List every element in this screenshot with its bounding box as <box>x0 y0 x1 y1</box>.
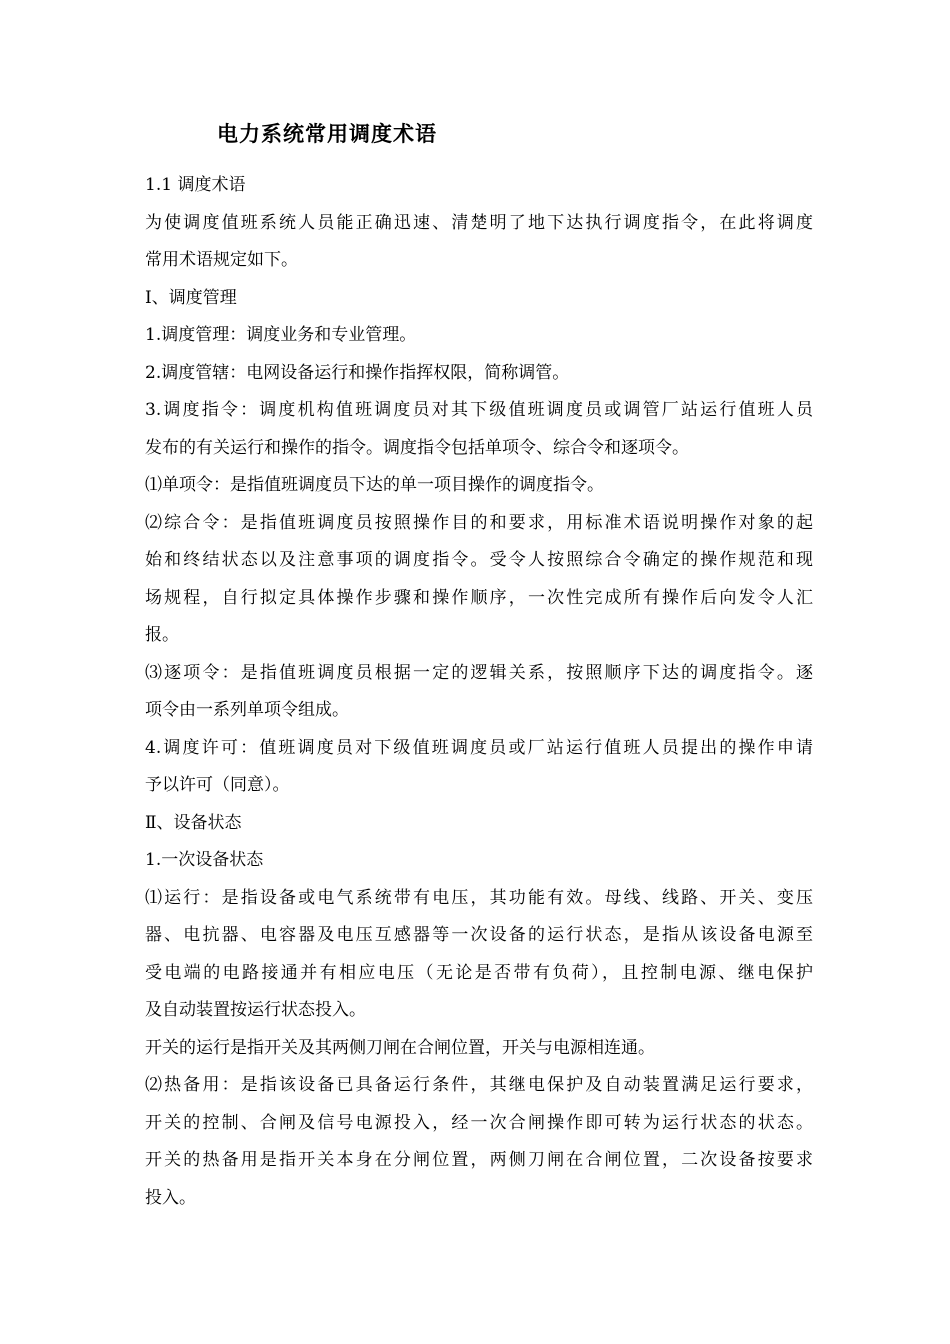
paragraph-line: 予以许可（同意）。 <box>145 775 290 795</box>
paragraph-line: 始和终结状态以及注意事项的调度指令。受令人按照综合令确定的操作规范和现 <box>145 550 813 570</box>
paragraph-line: 4.调度许可：值班调度员对下级值班调度员或厂站运行值班人员提出的操作申请 <box>145 737 813 758</box>
document-title: 电力系统常用调度术语 <box>217 122 437 146</box>
paragraph-line: 开关的热备用是指开关本身在分闸位置，两侧刀闸在合闸位置，二次设备按要求 <box>145 1150 813 1170</box>
paragraph-line: 1.1 调度术语 <box>145 175 246 195</box>
paragraph-line: 受电端的电路接通并有相应电压（无论是否带有负荷），且控制电源、继电保护 <box>145 962 813 983</box>
paragraph-line: 及自动装置按运行状态投入。 <box>145 1000 366 1020</box>
paragraph-line: ⑵综合令：是指值班调度员按照操作目的和要求，用标准术语说明操作对象的起 <box>145 512 813 533</box>
paragraph-line: Ⅰ、调度管理 <box>145 287 237 308</box>
paragraph-line: ⑵热备用：是指该设备已具备运行条件，其继电保护及自动装置满足运行要求， <box>145 1075 813 1095</box>
paragraph-line: 报。 <box>145 625 179 645</box>
paragraph-line: Ⅱ、设备状态 <box>145 812 242 833</box>
paragraph-line: 项令由一系列单项令组成。 <box>145 700 349 720</box>
paragraph-line: ⑴单项令：是指值班调度员下达的单一项目操作的调度指令。 <box>145 475 604 495</box>
paragraph-line: 1.一次设备状态 <box>145 850 264 870</box>
paragraph-line: 场规程，自行拟定具体操作步骤和操作顺序，一次性完成所有操作后向发令人汇 <box>145 587 813 608</box>
document-body <box>145 167 813 1217</box>
paragraph-line: 2.调度管辖：电网设备运行和操作指挥权限，简称调管。 <box>145 362 570 383</box>
paragraph-line: 3.调度指令：调度机构值班调度员对其下级值班调度员或调管厂站运行值班人员 <box>145 400 813 420</box>
paragraph-line: ⑶逐项令：是指值班调度员根据一定的逻辑关系，按照顺序下达的调度指令。逐 <box>145 662 813 683</box>
paragraph-line: 为使调度值班系统人员能正确迅速、清楚明了地下达执行调度指令，在此将调度 <box>145 212 813 233</box>
paragraph-line: 投入。 <box>145 1187 196 1208</box>
paragraph-line: 发布的有关运行和操作的指令。调度指令包括单项令、综合令和逐项令。 <box>145 437 689 458</box>
paragraph-line: 开关的控制、合闸及信号电源投入，经一次合闸操作即可转为运行状态的状态。 <box>145 1112 813 1133</box>
paragraph-line: 开关的运行是指开关及其两侧刀闸在合闸位置，开关与电源相连通。 <box>145 1037 655 1058</box>
paragraph-line: 常用术语规定如下。 <box>145 250 298 270</box>
paragraph-line: 1.调度管理：调度业务和专业管理。 <box>145 325 417 345</box>
paragraph-line: ⑴运行：是指设备或电气系统带有电压，其功能有效。母线、线路、开关、变压 <box>145 887 813 908</box>
paragraph-line: 器、电抗器、电容器及电压互感器等一次设备的运行状态，是指从该设备电源至 <box>145 925 813 945</box>
